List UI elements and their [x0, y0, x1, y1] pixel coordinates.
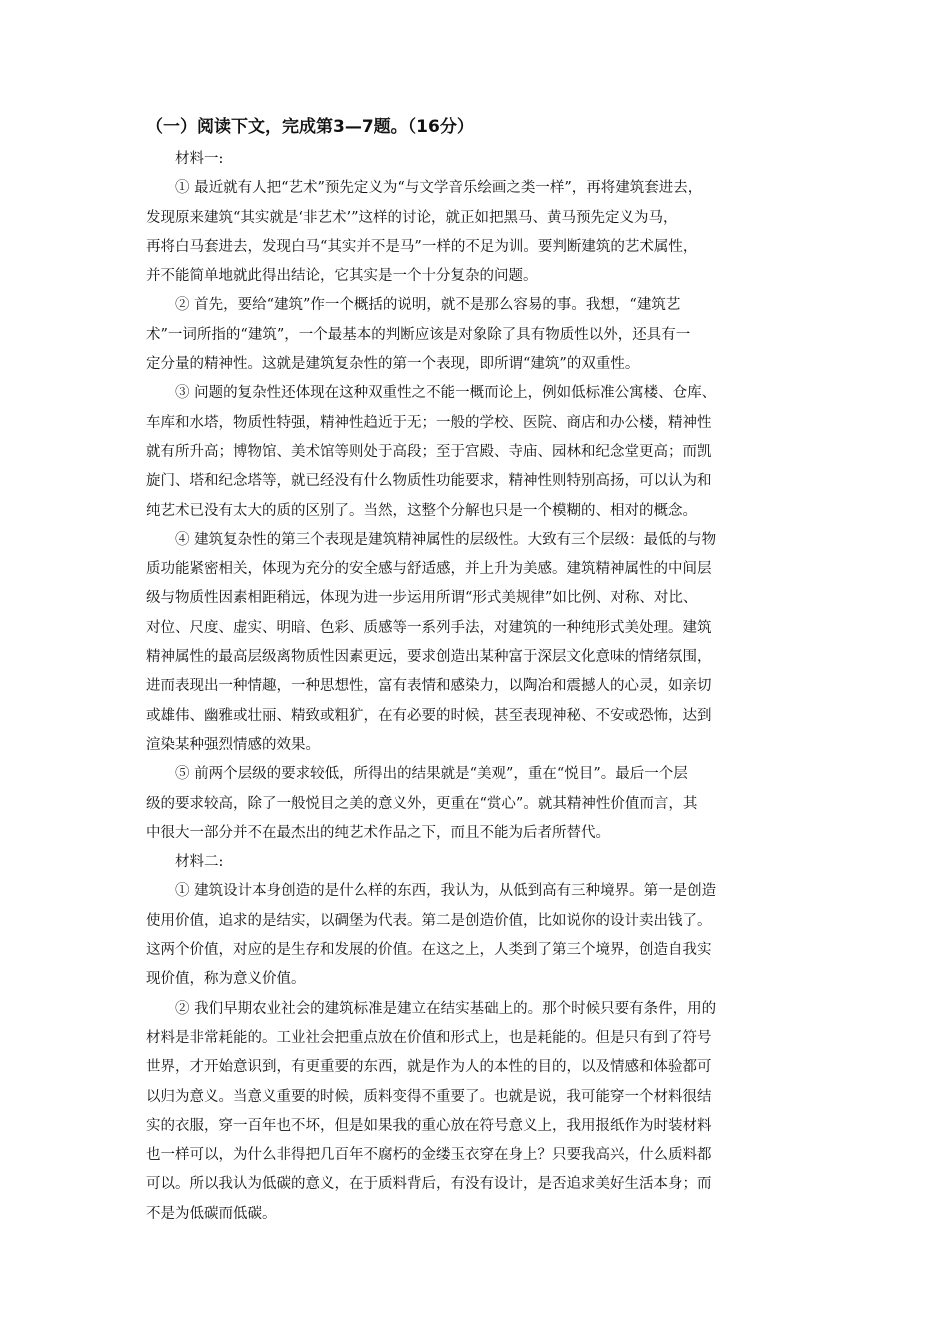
paragraph-line: 纯艺术已没有太大的质的区别了。当然，这整个分解也只是一个模糊的、相对的概念。 — [146, 502, 697, 519]
paragraph-line: 旋门、塔和纪念塔等，就已经没有什么物质性功能要求，精神性则特别高扬，可以认为和 — [146, 473, 712, 490]
material1-paragraph-2 — [146, 291, 806, 379]
paragraph-line: 质功能紧密相关，体现为充分的安全感与舒适感，并上升为美感。建筑精神属性的中间层 — [146, 561, 712, 578]
paragraph-line: 车库和水塔，物质性特强，精神性趋近于无；一般的学校、医院、商店和办公楼，精神性 — [146, 414, 712, 431]
paragraph-line: ④ 建筑复杂性的第三个表现是建筑精神属性的层级性。大致有三个层级：最低的与物 — [175, 531, 717, 548]
paragraph-line: 定分量的精神性。这就是建筑复杂性的第一个表现，即所谓“建筑”的双重性。 — [146, 356, 640, 373]
paragraph-line: 进而表现出一种情趣，一种思想性，富有表情和感染力，以陶冶和震撼人的心灵，如亲切 — [146, 678, 712, 695]
paragraph-line: 术”一词所指的“建筑”，一个最基本的判断应该是对象除了具有物质性以外，还具有一 — [146, 326, 691, 343]
paragraph-line: 可以。所以我认为低碳的意义，在于质料背后，有没有设计，是否追求美好生活本身；而 — [146, 1176, 712, 1193]
material1-paragraph-4 — [146, 526, 806, 760]
paragraph-line: 级的要求较高，除了一般悦目之美的意义外，更重在“赏心”。就其精神性价值而言，其 — [146, 795, 698, 812]
paragraph-line: 世界，才开始意识到，有更重要的东西，就是作为人的本性的目的，以及情感和体验都可 — [146, 1059, 712, 1076]
paragraph-line: 不是为低碳而低碳。 — [146, 1205, 277, 1222]
paragraph-line: ⑤ 前两个层级的要求较低，所得出的结果就是“美观”，重在“悦目”。最后一个层 — [175, 766, 688, 783]
question-heading: （一）阅读下文，完成第3—7题。（16分） — [146, 117, 474, 137]
paragraph-line: ③ 问题的复杂性还体现在这种双重性之不能一概而论上，例如低标准公寓楼、仓库、 — [175, 385, 717, 402]
material1-paragraph-3 — [146, 379, 806, 525]
paragraph-line: 材料是非常耗能的。工业社会把重点放在价值和形式上，也是耗能的。但是只有到了符号 — [146, 1029, 712, 1046]
paragraph-line: 发现原来建筑“其实就是‘非艺术’”这样的讨论，就正如把黑马、黄马预先定义为马， — [146, 209, 678, 226]
paragraph-line: ① 建筑设计本身创造的是什么样的东西，我认为，从低到高有三种境界。第一是创造 — [175, 883, 717, 900]
material2-paragraph-1 — [146, 877, 806, 994]
paragraph-line: 实的衣服，穿一百年也不坏，但是如果我的重心放在符号意义上，我用报纸作为时装材料 — [146, 1117, 712, 1134]
material2-paragraph-2 — [146, 995, 806, 1229]
paragraph-line: 这两个价值，对应的是生存和发展的价值。在这之上，人类到了第三个境界，创造自我实 — [146, 942, 712, 959]
paragraph-line: ② 首先，要给“建筑”作一个概括的说明，就不是那么容易的事。我想，“建筑艺 — [175, 297, 681, 314]
paragraph-line: 并不能简单地就此得出结论，它其实是一个十分复杂的问题。 — [146, 268, 538, 285]
paragraph-line: 就有所升高；博物馆、美术馆等则处于高段；至于宫殿、寺庙、园林和纪念堂更高；而凯 — [146, 443, 712, 460]
material2-label: 材料二: — [175, 854, 224, 871]
paragraph-line: 再将白马套进去，发现白马“其实并不是马”一样的不足为训。要判断建筑的艺术属性， — [146, 238, 698, 255]
material1-body — [146, 174, 806, 848]
paragraph-line: ① 最近就有人把“艺术”预先定义为“与文学音乐绘画之类一样”，再将建筑套进去， — [175, 180, 703, 197]
document-page — [146, 113, 806, 1229]
paragraph-line: 精神属性的最高层级离物质性因素更远，要求创造出某种富于深层文化意味的情绪氛围， — [146, 649, 712, 666]
paragraph-line: 对位、尺度、虚实、明暗、色彩、质感等一系列手法，对建筑的一种纯形式美处理。建筑 — [146, 619, 712, 636]
paragraph-line: 渲染某种强烈情感的效果。 — [146, 736, 320, 753]
paragraph-line: ② 我们早期农业社会的建筑标准是建立在结实基础上的。那个时候只要有条件，用的 — [175, 1000, 717, 1017]
paragraph-line: 也一样可以，为什么非得把几百年不腐朽的金缕玉衣穿在身上？只要我高兴，什么质料都 — [146, 1147, 712, 1164]
paragraph-line: 中很大一部分并不在最杰出的纯艺术作品之下，而且不能为后者所替代。 — [146, 824, 610, 841]
paragraph-line: 现价值，称为意义价值。 — [146, 971, 306, 988]
material1-paragraph-5 — [146, 760, 806, 848]
paragraph-line: 使用价值，追求的是结实，以碉堡为代表。第二是创造价值，比如说你的设计卖出钱了。 — [146, 912, 712, 929]
material1-label: 材料一: — [175, 151, 224, 167]
material2-body — [146, 877, 806, 1229]
paragraph-line: 以归为意义。当意义重要的时候，质料变得不重要了。也就是说，我可能穿一个材料很结 — [146, 1088, 712, 1105]
paragraph-line: 或雄伟、幽雅或壮丽、精致或粗犷，在有必要的时候，甚至表现神秘、不安或恐怖，达到 — [146, 707, 712, 724]
material1-paragraph-1 — [146, 174, 806, 291]
paragraph-line: 级与物质性因素相距稍远，体现为进一步运用所谓“形式美规律”如比例、对称、对比、 — [146, 590, 698, 607]
